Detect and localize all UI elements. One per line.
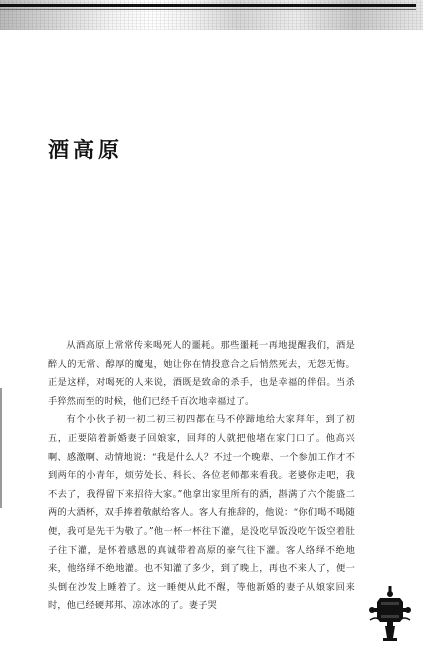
paragraph-1: 从酒高原上常常传来喝死人的噩耗。那些噩耗一再地提醒我们，酒是醉人的无常、醇厚的魔鬼，她让你在情投意合之后悄然死去，无怨无悔。正是这样，对喝死的人来说，酒既是致命的杀手，也是幸福的伴侣。当杀手猝然而至的时候，他们已经千百次地幸福过了。: [48, 340, 355, 407]
paragraph-2: 有个小伙子初一初二初三初四都在马不停蹄地给大家拜年，到了初五，正要陪着新婚妻子回娘家，回拜的人就把他堵在家门口了。他高兴啊、感激啊、动情地说：“我是什么人？不过一个晚辈、一个参加工作才不到两年的小青年，烦劳处长、科长、各位老师都来看我。老婆你走吧，我不去了，我得留下来招待大家。”他拿出家里所有的酒，斟满了六个能盛二两的大酒杯，双手捧着敬献给客人。客人有推辞的，他说：“你们喝不喝随便，我可是先干为敬了。”他一杯一杯往下灌，是没吃早饭没吃午饭空着肚子往下灌，是怀着感恩的真诚带着高原的豪气往下灌。客人络绎不绝地来，他络绎不绝地灌。也不知灌了多少，到了晚上，再也不来人了，便一头倒在沙发上睡着了。这一睡便从此不醒，等他新婚的妻子从娘家回来时，他已经硬邦邦、凉冰冰的了。妻子哭: [48, 414, 355, 612]
body-text: [48, 337, 355, 616]
chapter-title: 酒高原: [48, 138, 123, 162]
header-rule-thin: [0, 9, 416, 10]
margin-mark: [0, 388, 2, 508]
prayer-wheel-ornament-icon: [368, 586, 412, 642]
header-rule: [0, 4, 416, 7]
